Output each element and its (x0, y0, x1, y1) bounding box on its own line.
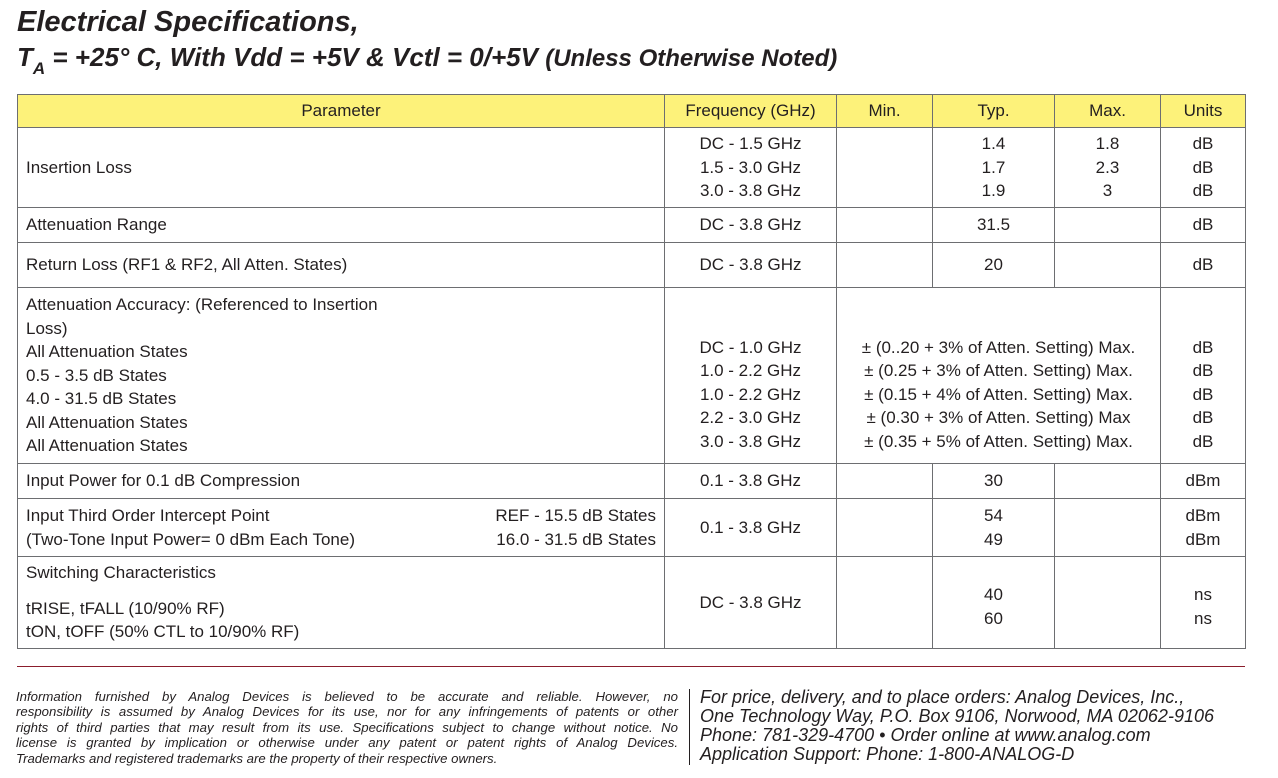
footer-disclaimer (16, 689, 678, 766)
units-cell (1161, 128, 1246, 208)
param-return-loss: Return Loss (RF1 & RF2, All Atten. States) (18, 243, 665, 288)
ip3-line (26, 528, 656, 552)
page-title-block (17, 4, 837, 78)
page-subtitle (17, 40, 837, 78)
typ-value: 30 (933, 464, 1055, 499)
contact-line: Phone: 781-329-4700 • Order online at www.analog.com (700, 725, 1151, 745)
freq-value: 3.0 - 3.8 GHz (699, 181, 802, 201)
param-attenuation-accuracy (18, 288, 665, 464)
state-label: 16.0 - 31.5 dB States (496, 529, 656, 549)
footer-vertical-divider (689, 689, 690, 765)
disclaimer-line: Information furnished by Analog Devices is believed to be accurate and reliable. However, no (16, 689, 678, 704)
state-label: All Attenuation States (26, 342, 188, 362)
typ-value: 49 (984, 529, 1003, 549)
units-value: dB (1161, 243, 1246, 288)
table-row-attenuation-range (18, 208, 1246, 243)
units-value: dB (1192, 157, 1214, 177)
freq-value: 2.2 - 3.0 GHz (699, 408, 802, 428)
accuracy-spec: ± (0..20 + 3% of Atten. Setting) Max. (861, 337, 1136, 357)
footer-contact (700, 688, 1245, 764)
freq-value: DC - 3.8 GHz (665, 557, 837, 649)
max-value: 1.8 (1095, 134, 1120, 154)
table-row-compression (18, 464, 1246, 499)
state-label: 0.5 - 3.5 dB States (26, 365, 167, 385)
header-min: Min. (837, 95, 933, 128)
disclaimer-line: rights of third parties that may result from its use. Specifications subject to change without notice. No (16, 719, 678, 735)
units-value: dB (1192, 181, 1214, 201)
units-value: ns (1194, 608, 1212, 628)
max-cell (1055, 464, 1161, 499)
header-frequency: Frequency (GHz) (665, 95, 837, 128)
min-cell (837, 557, 933, 649)
freq-value: 1.0 - 2.2 GHz (699, 384, 802, 404)
freq-value: 0.1 - 3.8 GHz (665, 499, 837, 557)
table-row-return-loss (18, 243, 1246, 288)
header-max: Max. (1055, 95, 1161, 128)
max-cell (1055, 557, 1161, 649)
min-cell (837, 243, 933, 288)
typ-value: 54 (984, 505, 1003, 525)
accuracy-spec: ± (0.25 + 3% of Atten. Setting) Max. (864, 361, 1133, 381)
footer-divider (17, 666, 1245, 667)
param-label: Loss) (26, 318, 68, 338)
units-value: dBm (1185, 505, 1221, 525)
param-ip3 (18, 499, 665, 557)
units-value: dB (1192, 361, 1214, 381)
param-attenuation-range: Attenuation Range (18, 208, 665, 243)
units-value: dB (1192, 408, 1214, 428)
table-row-attenuation-accuracy (18, 288, 1246, 464)
typ-value: 1.4 (981, 134, 1006, 154)
freq-value: 1.0 - 2.2 GHz (699, 361, 802, 381)
units-value: ns (1194, 584, 1212, 604)
freq-value: 0.1 - 3.8 GHz (665, 464, 837, 499)
min-cell (837, 128, 933, 208)
disclaimer-line: license is granted by implication or otherwise under any patent or patent rights of Analog Devices. (16, 735, 678, 751)
units-cell (1161, 557, 1246, 649)
units-value: dBm (1185, 529, 1221, 549)
param-switching (18, 557, 665, 649)
conditions-text: = +25° C, With Vdd = +5V & Vctl = 0/+5V (45, 42, 546, 72)
typ-cell (933, 557, 1055, 649)
state-label: All Attenuation States (26, 436, 188, 456)
units-value: dB (1161, 208, 1246, 243)
accuracy-spec: ± (0.15 + 4% of Atten. Setting) Max. (864, 384, 1133, 404)
ip3-line (26, 504, 656, 528)
accuracy-spec-cell (837, 288, 1161, 464)
units-value: dB (1192, 384, 1214, 404)
max-cell (1055, 499, 1161, 557)
param-label: (Two-Tone Input Power= 0 dBm Each Tone) (26, 529, 356, 549)
contact-line: One Technology Way, P.O. Box 9106, Norwood, MA 02062-9106 (700, 706, 1214, 726)
max-value: 3 (1102, 181, 1113, 201)
min-cell (837, 208, 933, 243)
typ-value: 31.5 (933, 208, 1055, 243)
header-units: Units (1161, 95, 1246, 128)
header-parameter: Parameter (18, 95, 665, 128)
typ-cell (933, 499, 1055, 557)
param-label: Switching Characteristics (26, 563, 216, 583)
param-insertion-loss: Insertion Loss (18, 128, 665, 208)
table-row-switching (18, 557, 1246, 649)
freq-value: DC - 3.8 GHz (665, 243, 837, 288)
spacer (1163, 575, 1243, 583)
typ-value: 1.7 (981, 157, 1006, 177)
param-compression: Input Power for 0.1 dB Compression (18, 464, 665, 499)
switching-item: tRISE, tFALL (10/90% RF) (26, 598, 225, 618)
disclaimer-line: responsibility is assumed by Analog Devices for its use, nor for any infringements of patents or other (16, 704, 678, 720)
table-header-row (18, 95, 1246, 128)
min-cell (837, 499, 933, 557)
units-value: dB (1192, 337, 1214, 357)
disclaimer-line: Trademarks and registered trademarks are the property of their respective owners. (16, 750, 498, 766)
units-value: dB (1192, 134, 1214, 154)
contact-line: For price, delivery, and to place orders: Analog Devices, Inc., (700, 687, 1185, 707)
max-cell (1055, 128, 1161, 208)
freq-value: DC - 1.0 GHz (699, 337, 802, 357)
typ-value: 1.9 (981, 181, 1006, 201)
conditions-note: (Unless Otherwise Noted) (545, 45, 838, 72)
units-value: dB (1192, 431, 1214, 451)
param-label: Input Third Order Intercept Point (26, 505, 270, 525)
page-title: Electrical Specifications, (17, 6, 359, 38)
typ-value: 40 (984, 584, 1003, 604)
temp-subscript: A (32, 59, 46, 78)
freq-value: DC - 3.8 GHz (665, 208, 837, 243)
units-cell (1161, 499, 1246, 557)
table-row-ip3 (18, 499, 1246, 557)
max-cell (1055, 243, 1161, 288)
accuracy-spec: ± (0.30 + 3% of Atten. Setting) Max (866, 408, 1131, 428)
freq-value: 3.0 - 3.8 GHz (699, 431, 802, 451)
param-label: Attenuation Accuracy: (Referenced to Insertion (26, 294, 378, 314)
freq-cell (665, 288, 837, 464)
typ-value: 20 (933, 243, 1055, 288)
spacer (26, 585, 656, 597)
units-value: dBm (1161, 464, 1246, 499)
switching-item: tON, tOFF (50% CTL to 10/90% RF) (26, 622, 300, 642)
max-value: 2.3 (1095, 157, 1120, 177)
freq-cell (665, 128, 837, 208)
typ-cell (933, 128, 1055, 208)
units-cell (1161, 288, 1246, 464)
contact-line: Application Support: Phone: 1-800-ANALOG-D (700, 744, 1075, 764)
state-label: 4.0 - 31.5 dB States (26, 389, 177, 409)
accuracy-spec: ± (0.35 + 5% of Atten. Setting) Max. (864, 431, 1133, 451)
max-cell (1055, 208, 1161, 243)
state-label: All Attenuation States (26, 412, 188, 432)
typ-value: 60 (984, 608, 1003, 628)
temp-symbol: T (17, 42, 33, 72)
table-row-insertion-loss (18, 128, 1246, 208)
electrical-spec-table (17, 94, 1246, 649)
header-typ: Typ. (933, 95, 1055, 128)
min-cell (837, 464, 933, 499)
freq-value: 1.5 - 3.0 GHz (699, 157, 802, 177)
state-label: REF - 15.5 dB States (495, 505, 656, 525)
spacer (935, 575, 1052, 583)
freq-value: DC - 1.5 GHz (699, 134, 802, 154)
